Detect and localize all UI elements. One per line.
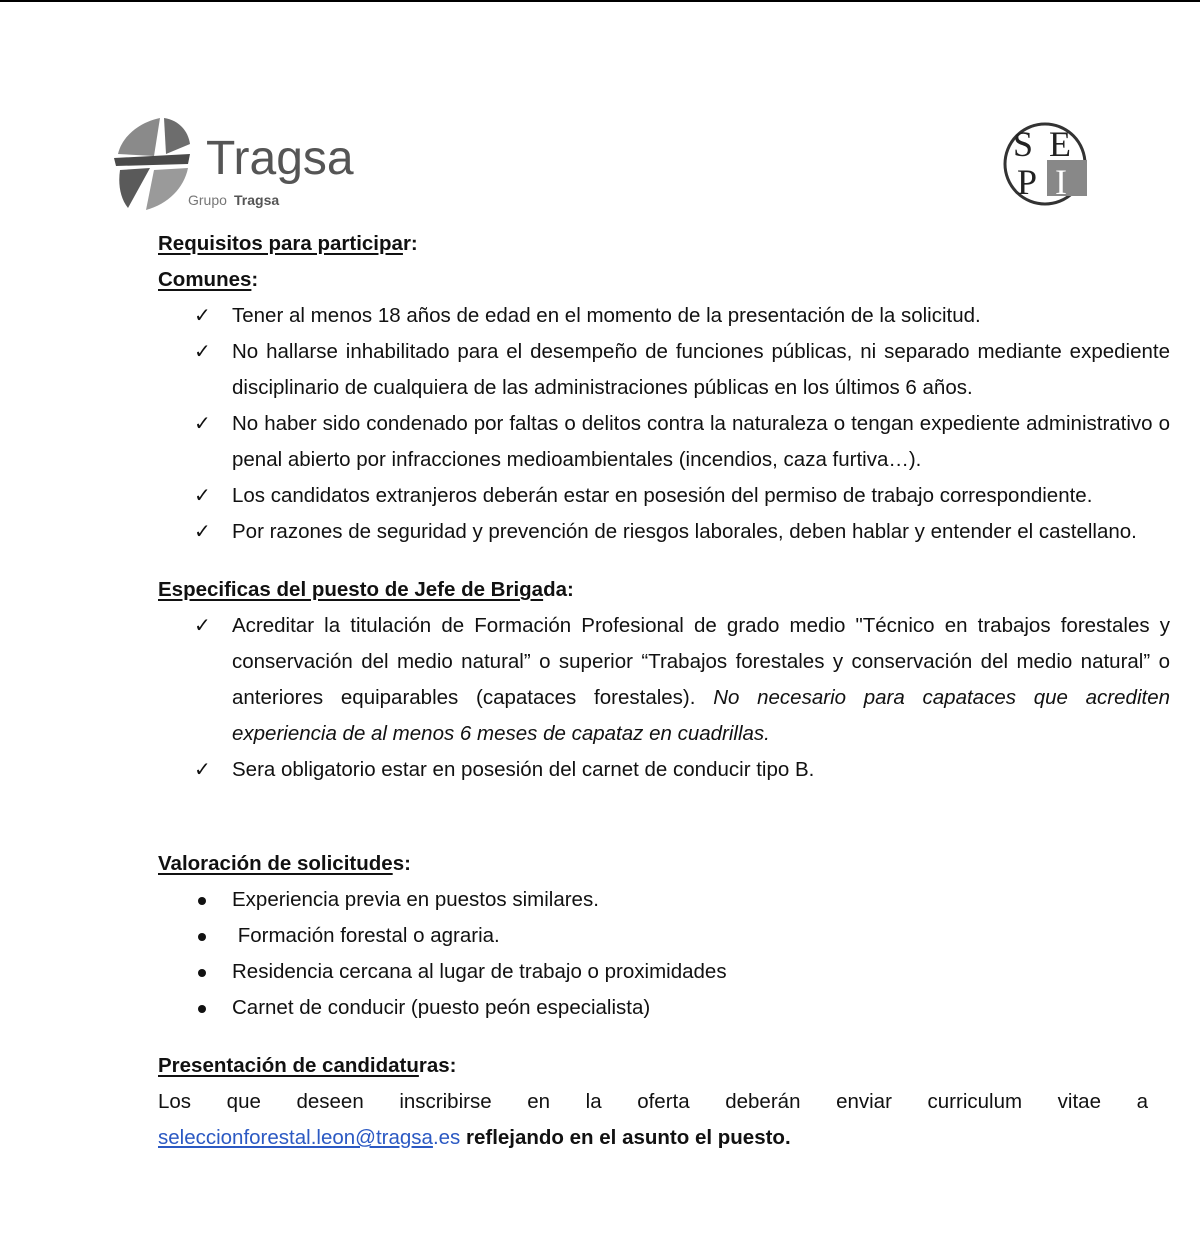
comunes-heading: Comunes: (158, 268, 259, 291)
checkmark-icon: ✓ (194, 413, 211, 435)
checkmark-icon: ✓ (194, 485, 211, 507)
tragsa-logo (112, 114, 372, 214)
list-item: ✓ No haber sido condenado por faltas o delitos contra la naturaleza o tengan expediente administrativo o penal abierto por infracciones medioambientales (incendios, caza furtiva…). (158, 406, 1170, 478)
checkmark-icon: ✓ (194, 615, 211, 637)
presentacion-contact (158, 1120, 1170, 1156)
asunto-instruction: reflejando en el asunto el puesto. (460, 1126, 791, 1149)
list-item: Formación forestal o agraria. (158, 918, 1170, 954)
checkmark-icon: ✓ (194, 521, 211, 543)
list-item: ✓ Acreditar la titulación de Formación Profesional de grado medio "Técnico en trabajos forestales y conservación del medio natural” o superior “Trabajos forestales y conservación del medio natural” o anteriores equiparables (capataces forestales). No necesario para capataces que acrediten experiencia de al menos 6 meses de capataz en cuadrillas. (158, 608, 1170, 752)
list-item: ✓ No hallarse inhabilitado para el desempeño de funciones públicas, ni separado mediante expediente disciplinario de cualquiera de las administraciones públicas en los últimos 6 años. (158, 334, 1170, 406)
comunes-list (158, 298, 1170, 550)
checkmark-icon: ✓ (194, 759, 211, 781)
especificas-heading: Especificas del puesto de Jefe de Brigada: (158, 578, 574, 601)
checkmark-icon: ✓ (194, 305, 211, 327)
sepi-letter-e: E (1049, 124, 1071, 164)
checkmark-icon: ✓ (194, 341, 211, 363)
valoracion-list (158, 882, 1170, 1026)
valoracion-heading: Valoración de solicitudes: (158, 852, 411, 875)
top-border-line (0, 0, 1200, 2)
email-link[interactable]: seleccionforestal.leon@tragsa.es (158, 1126, 461, 1149)
sepi-logo (1003, 118, 1091, 210)
list-item: ✓ Sera obligatorio estar en posesión del carnet de conducir tipo B. (158, 752, 1170, 788)
list-item: Carnet de conducir (puesto peón especialista) (158, 990, 1170, 1026)
requisitos-heading: Requisitos para participar: (158, 232, 418, 255)
list-item: ✓ Tener al menos 18 años de edad en el momento de la presentación de la solicitud. (158, 298, 1170, 334)
bullet-icon (198, 933, 206, 941)
tragsa-logo-subtext-grupo: Grupo (188, 192, 227, 208)
sepi-letter-p: P (1017, 162, 1038, 202)
bullet-icon (198, 969, 206, 977)
bullet-icon (198, 897, 206, 905)
sepi-letter-i: I (1055, 162, 1067, 202)
list-item: ✓ Por razones de seguridad y prevención de riesgos laborales, deben hablar y entender el castellano. (158, 514, 1170, 550)
document-body (158, 226, 1170, 1156)
tragsa-logo-graphic (112, 114, 372, 214)
presentacion-text: Los que deseen inscribirse en la oferta deberán enviar curriculum vitae a (158, 1090, 1148, 1113)
list-item: Experiencia previa en puestos similares. (158, 882, 1170, 918)
sepi-letter-s: S (1013, 124, 1034, 164)
tragsa-logo-subtext-tragsa: Tragsa (234, 192, 280, 208)
list-item: ✓ Los candidatos extranjeros deberán estar en posesión del permiso de trabajo correspondiente. (158, 478, 1170, 514)
bullet-icon (198, 1005, 206, 1013)
list-item: Residencia cercana al lugar de trabajo o proximidades (158, 954, 1170, 990)
especificas-list (158, 608, 1170, 788)
sepi-logo-graphic (1003, 118, 1091, 210)
presentacion-heading: Presentación de candidaturas: (158, 1054, 457, 1077)
tragsa-logo-wordmark: Tragsa (206, 132, 354, 185)
